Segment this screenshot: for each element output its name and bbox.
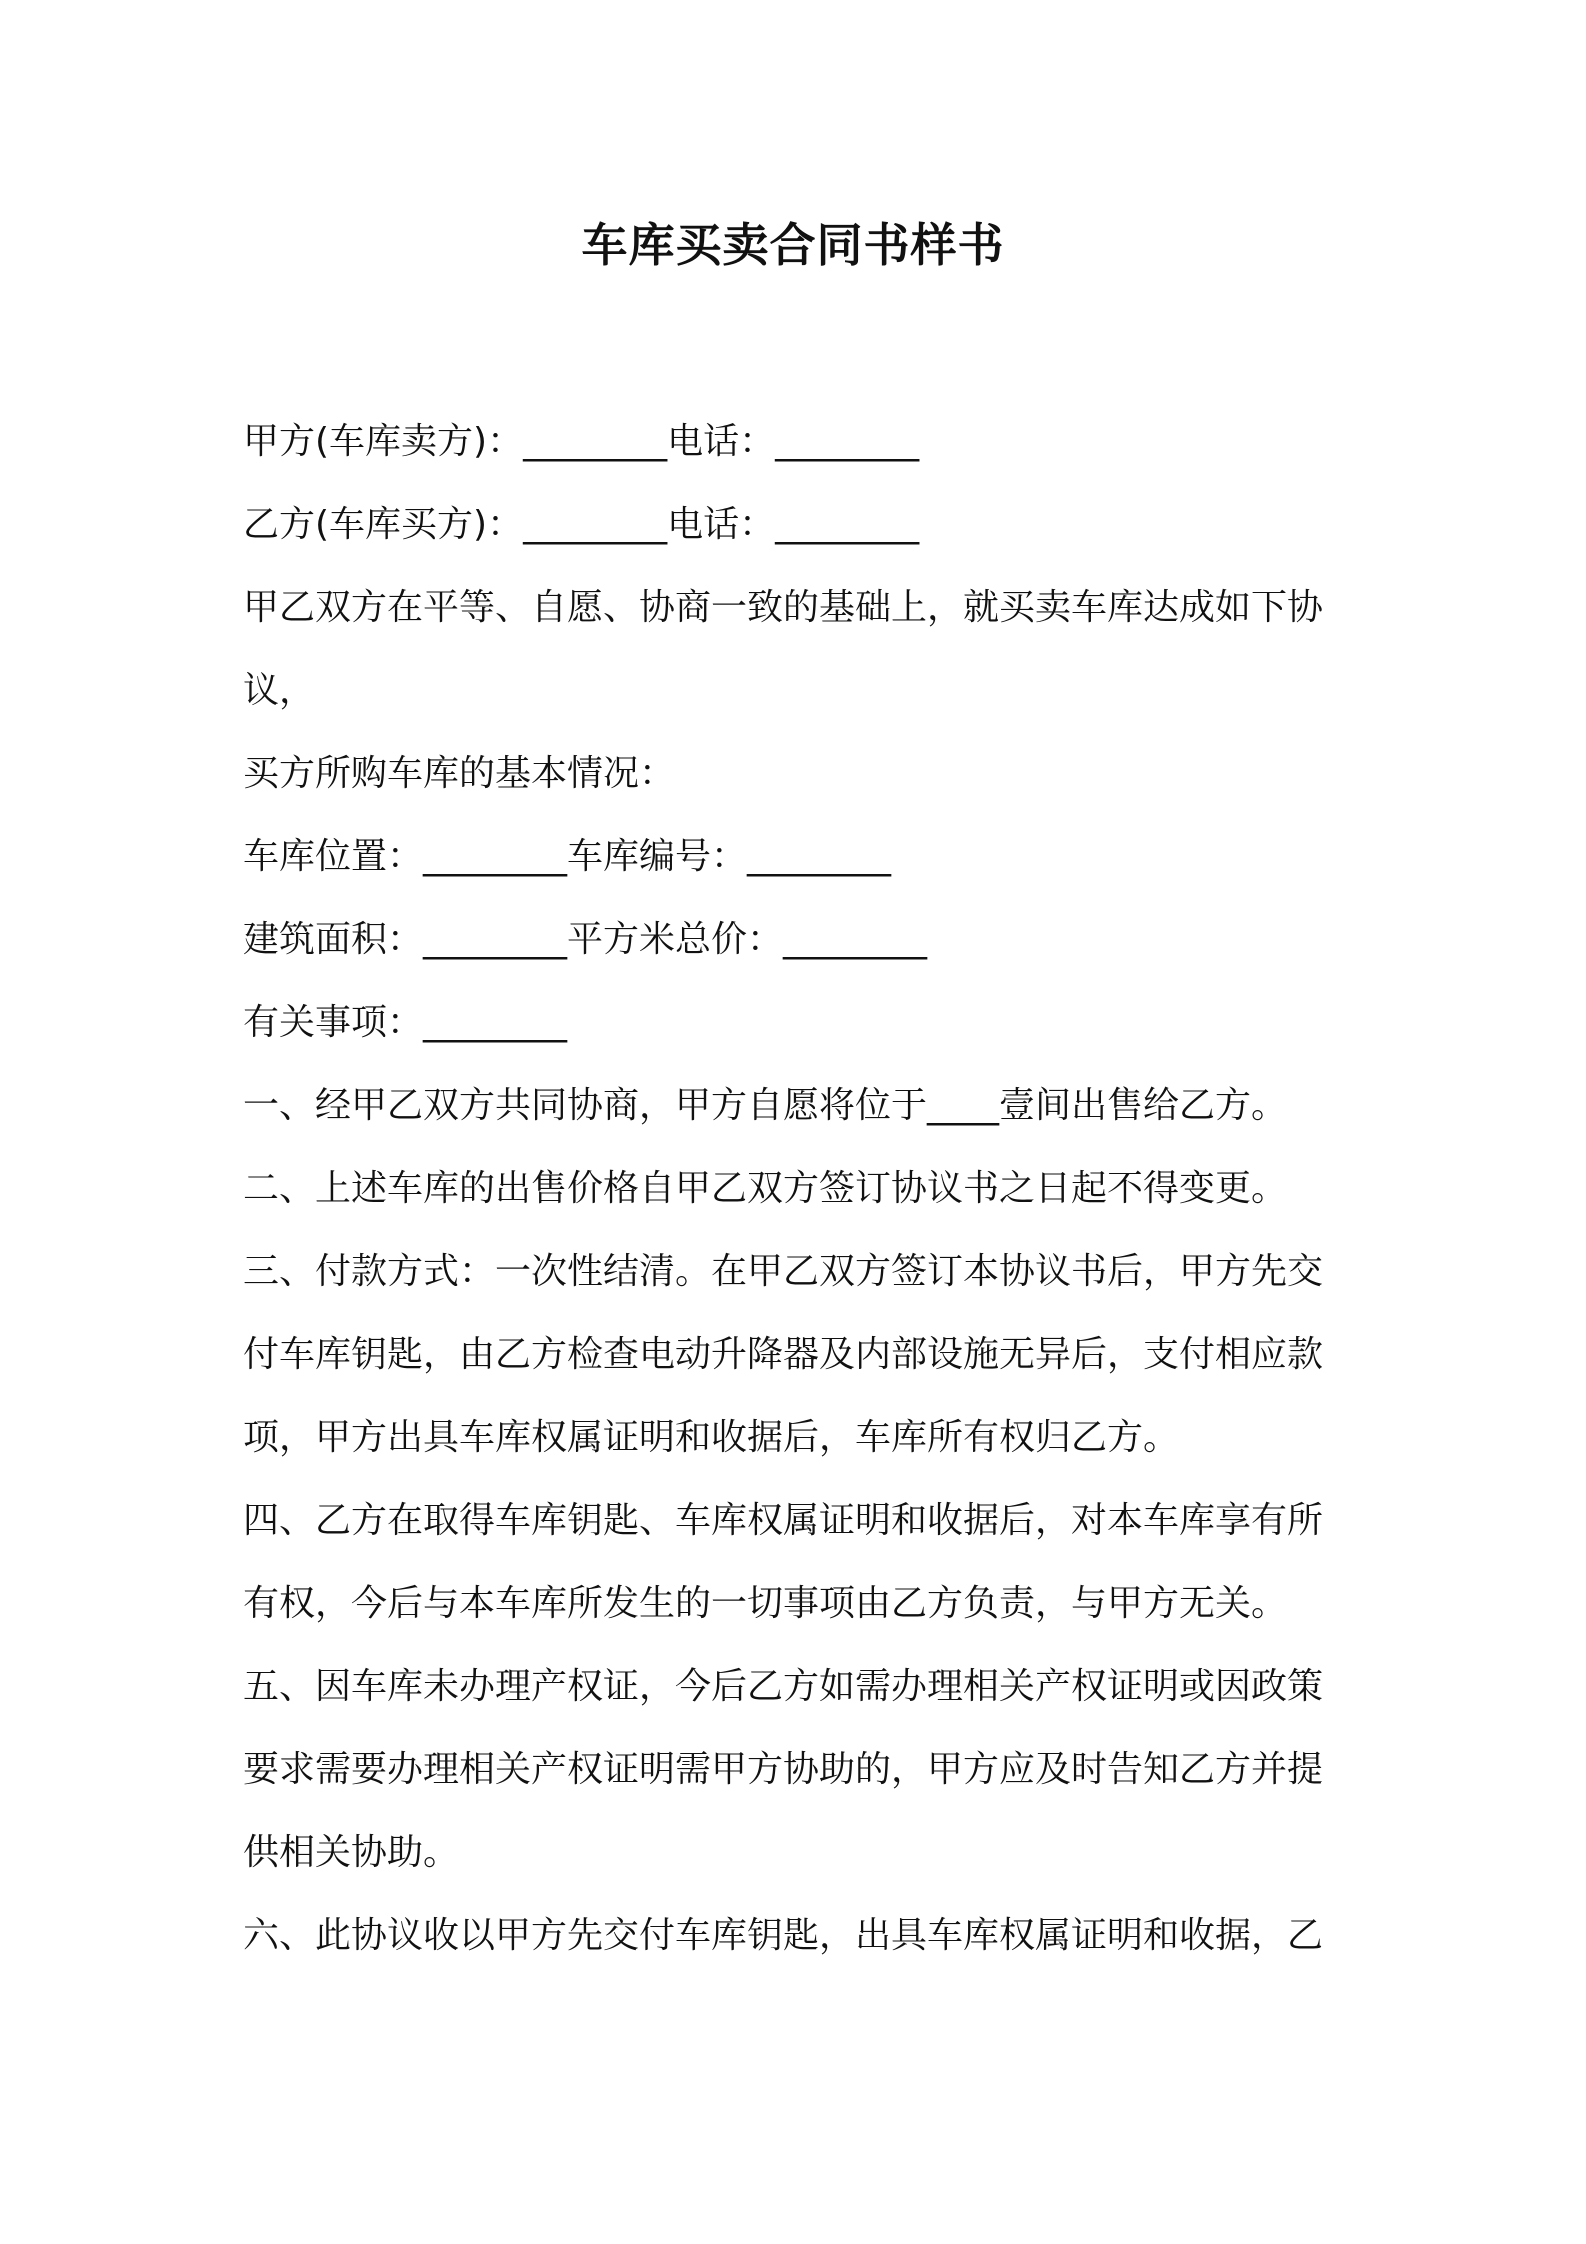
clause-5-line: 要求需要办理相关产权证明需甲方协助的，甲方应及时告知乙方并提 [243,1749,1324,1790]
seller-line: 甲方(车库卖方)：________电话：________ [243,421,920,462]
buyer-line: 乙方(车库买方)：________电话：________ [243,504,920,545]
clause-3-line: 付车库钥匙，由乙方检查电动升降器及内部设施无异后，支付相应款 [243,1334,1324,1375]
document-body [243,400,1353,1977]
clause-4-line: 有权，今后与本车库所发生的一切事项由乙方负责，与甲方无关。 [243,1583,1288,1624]
garage-location-line: 车库位置：________车库编号：________ [243,836,892,877]
clause-3-line: 三、付款方式：一次性结清。在甲乙双方签订本协议书后，甲方先交 [243,1251,1324,1292]
garage-info-heading: 买方所购车库的基本情况： [243,753,676,794]
intro-paragraph-line: 议， [243,670,316,711]
document-title: 车库买卖合同书样书 [581,218,1005,272]
garage-area-line: 建筑面积：________平方米总价：________ [243,919,928,960]
related-matters-line: 有关事项：________ [243,1002,568,1043]
clause-6-line: 六、此协议收以甲方先交付车库钥匙，出具车库权属证明和收据，乙 [243,1915,1324,1956]
clause-3-line: 项，甲方出具车库权属证明和收据后，车库所有权归乙方。 [243,1417,1180,1458]
clause-2: 二、上述车库的出售价格自甲乙双方签订协议书之日起不得变更。 [243,1168,1288,1209]
clause-5-line: 五、因车库未办理产权证，今后乙方如需办理相关产权证明或因政策 [243,1666,1324,1707]
clause-5-line: 供相关协助。 [243,1832,460,1873]
intro-paragraph-line: 甲乙双方在平等、自愿、协商一致的基础上，就买卖车库达成如下协 [243,587,1324,628]
clause-4-line: 四、乙方在取得车库钥匙、车库权属证明和收据后，对本车库享有所 [243,1500,1324,1541]
clause-1: 一、经甲乙双方共同协商，甲方自愿将位于____壹间出售给乙方。 [243,1085,1288,1126]
